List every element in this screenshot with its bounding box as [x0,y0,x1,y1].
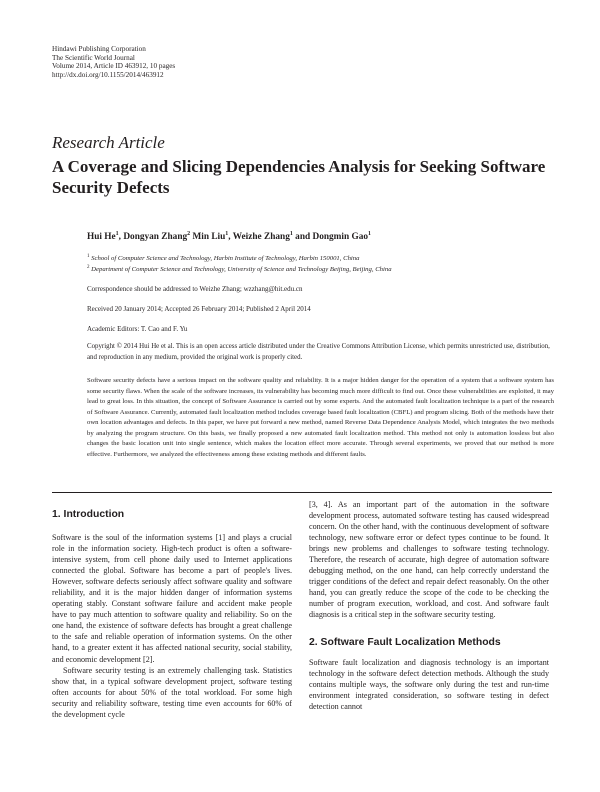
academic-editors: Academic Editors: T. Cao and F. Yu [87,325,188,333]
author-separator: and [292,232,313,242]
author: Dongyan Zhang [123,232,188,242]
affiliation-number: 2 [87,264,90,270]
affiliation [87,266,557,273]
author: Hui He [87,232,116,242]
author-affiliation-mark: 2 [187,230,191,237]
article-type: Research Article [52,133,165,152]
body-paragraph: Software security testing is an extremely challenging task. Statistics show that, in a typical software development project, software testing often accounts for about 50% of the total workload. For some high security and reliability software, testing time even accounts for 60% of the development cycle [52,665,292,719]
volume-line: Volume 2014, Article ID 463912, 10 pages [52,62,176,71]
journal-header [52,45,175,79]
affiliation-text: School of Computer Science and Technology, Harbin Institute of Technology, Harbin 150001, China [91,255,360,262]
affiliation [87,255,557,262]
author: Min Liu [192,232,226,242]
author-separator: , [118,232,124,242]
author: Dongmin Gao [312,232,369,242]
author-affiliation-mark: 1 [368,230,372,237]
author-separator: , [228,232,233,242]
article-title: A Coverage and Slicing Dependencies Analysis for Seeking Software Security Defects [52,157,546,197]
section-divider [52,492,552,493]
author-list [87,232,557,242]
affiliation-text: Department of Computer Science and Technology, University of Science and Technology Beijing, Beijing, China [91,266,392,273]
left-column [52,508,292,720]
author-affiliation-mark: 1 [115,230,119,237]
author: Weizhe Zhang [232,232,290,242]
author-affiliation-mark: 1 [225,230,229,237]
journal-line: The Scientific World Journal [52,53,135,62]
body-paragraph: [3, 4]. As an important part of the automation in the software development process, automated software testing has caused widespread concern. On the other hand, with the continuous development of software technology, new software error or defect types continue to be found. It brings new problems and challenges to software testing technology. Therefore, the research of accurate, high degree of automation software debugging method, on the one hand, can help correctly understand the trigger conditions of the defect and repair defect reasonably. On the other hand, you can greatly reduce the scope of the code to be checking the number of program execution, workload, and cost. And software fault diagnosis is a critical step in the software security testing. [309,500,549,620]
copyright-notice: Copyright © 2014 Hui He et al. This is an open access article distributed under the Creative Commons Attribution License, which permits unrestricted use, distribution, and reproduction in any medium, provided the original work is properly cited. [87,343,550,361]
section-heading-introduction: 1. Introduction [52,509,125,520]
abstract: Software security defects have a serious impact on the software quality and reliability. It is a major hidden danger for the operation of a system that a software system has some security flaws. When the scale of the software increases, its vulnerability has becoming much more difficult to find out. Once these vulnerabilities are exploited, it may lead to great loss. In this situation, the concept of Software Assurance is carried out by some experts. And the automated fault localization technique is a part of the research of Software Assurance. Currently, automated fault localization method includes coverage based fault localization (CBFL) and program slicing. Both of the methods have their own location advantages and defects. In this paper, we have put forward a new method, named Reverse Data Dependence Analysis Model, which integrates the two methods by analyzing the program structure. On this basis, we finally proposed a new automated fault localization method. This method not only is automation lossless but also changes the basic location unit into single sentence, which makes the location effect more accurate. Through several experiments, we proved that our method is more effective. Furthermore, we analyzed the effectiveness among these existing methods and different faults. [87,377,554,458]
right-column [309,499,549,712]
correspondence: Correspondence should be addressed to Weizhe Zhang; wzzhang@hit.edu.cn [87,285,303,293]
doi-link[interactable]: http://dx.doi.org/10.1155/2014/463912 [52,70,164,79]
author-affiliation-mark: 1 [289,230,293,237]
publication-dates: Received 20 January 2014; Accepted 26 February 2014; Published 2 April 2014 [87,305,311,313]
section-heading-fault-localization: 2. Software Fault Localization Methods [309,636,501,648]
affiliation-number: 1 [87,253,90,259]
publisher-line: Hindawi Publishing Corporation [52,45,146,53]
body-paragraph: Software fault localization and diagnosis technology is an important technology in the software defect detection methods. Although the study contains multiple ways, the software only during the test and run-time environment integrated consideration, so software testing in defect detection cannot [309,657,549,711]
body-paragraph: Software is the soul of the information systems [1] and plays a crucial role in the information society. High-tech product is often a software-intensive system, from cell phone daily used to Internet applications connected the global. Software has become a part of people's lives. However, software defects seriously affect software quality and software reliability, and it is the major hidden danger of information systems operating stably. Constant software failure and accident make people have to pay much attention to software quality and reliability. So on the one hand, the existence of software defects has brought a great challenge to the safe and reliable operation of information systems. On the other hand, to a greater extent it has affected national security, social stability, and economic development [2]. [52,533,292,664]
